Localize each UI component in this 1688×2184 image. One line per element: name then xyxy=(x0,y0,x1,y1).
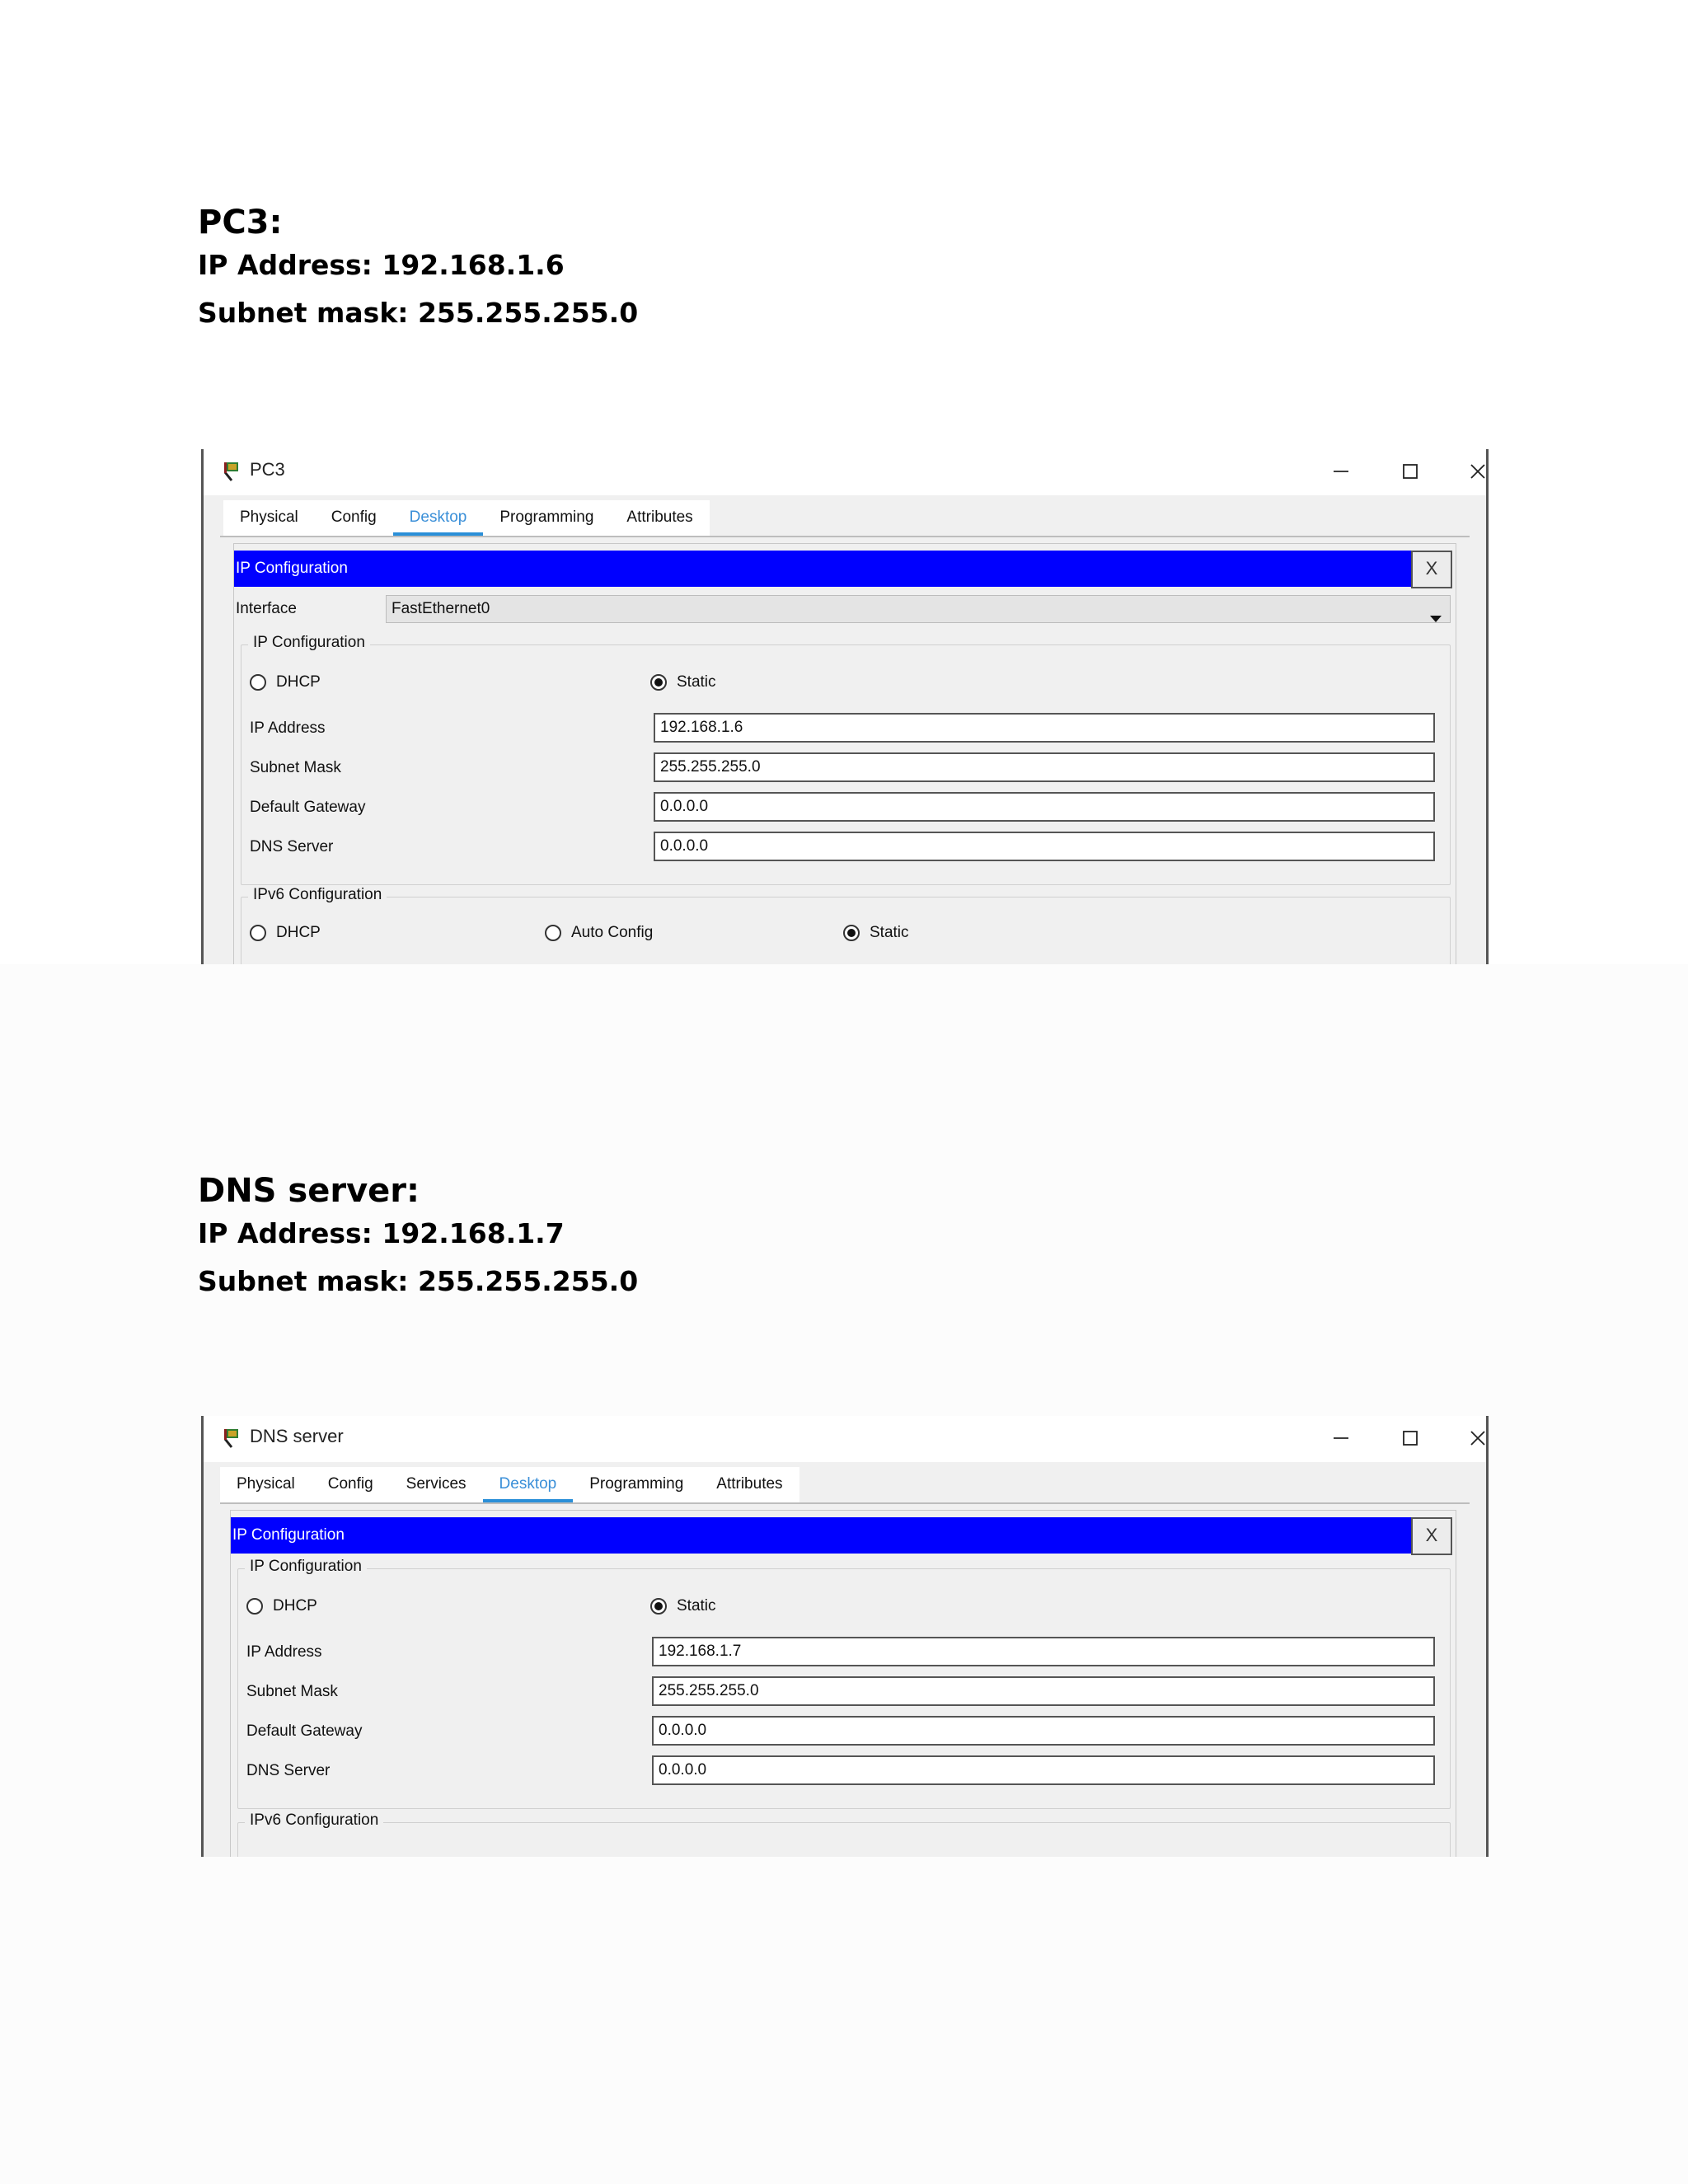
default-gateway-label: Default Gateway xyxy=(250,799,366,816)
window-titlebar xyxy=(204,1416,1486,1462)
close-window-button[interactable] xyxy=(1453,1419,1489,1459)
pc3-section xyxy=(198,202,638,330)
subnet-mask-line: Subnet mask: 255.255.255.0 xyxy=(198,297,639,329)
ip-configuration-close-button[interactable]: X xyxy=(1411,551,1452,588)
section-heading: PC3: xyxy=(198,204,283,241)
server-app-icon xyxy=(222,1427,243,1449)
ip-address-input[interactable]: 192.168.1.7 xyxy=(652,1637,1435,1666)
ipv6-dhcp-label: DHCP xyxy=(276,924,321,941)
subnet-mask-input[interactable]: 255.255.255.0 xyxy=(654,752,1435,782)
ip-configuration-header: IP Configuration xyxy=(231,1517,1413,1554)
ip-address-line: IP Address: 192.168.1.7 xyxy=(198,1217,565,1249)
interface-value: FastEthernet0 xyxy=(392,600,490,617)
ipv6-group-label: IPv6 Configuration xyxy=(245,1811,383,1830)
tab-attributes[interactable]: Attributes xyxy=(716,1475,783,1493)
dhcp-radio[interactable] xyxy=(250,673,321,691)
tab-config[interactable]: Config xyxy=(327,1475,373,1493)
subnet-mask-line: Subnet mask: 255.255.255.0 xyxy=(198,1265,639,1297)
subnet-mask-label: Subnet Mask xyxy=(246,1683,338,1700)
static-radio[interactable] xyxy=(650,1597,716,1615)
radio-off-icon xyxy=(545,925,561,941)
default-gateway-label: Default Gateway xyxy=(246,1722,363,1740)
ipv4-group-label: IP Configuration xyxy=(248,634,370,652)
radio-off-icon xyxy=(250,925,266,941)
window-title: DNS server xyxy=(250,1426,344,1446)
minimize-button[interactable] xyxy=(1316,452,1366,492)
tab-bar xyxy=(220,1467,799,1503)
dhcp-label: DHCP xyxy=(273,1597,317,1615)
pc3-window xyxy=(201,449,1489,964)
tab-physical[interactable]: Physical xyxy=(240,509,298,526)
dhcp-radio[interactable] xyxy=(246,1597,317,1615)
tab-desktop[interactable]: Desktop xyxy=(483,1467,574,1503)
tab-services[interactable]: Services xyxy=(406,1475,467,1493)
ipv6-config-group xyxy=(237,1811,1451,1857)
radio-off-icon xyxy=(250,674,266,691)
dns-server-section xyxy=(198,1170,638,1299)
static-label: Static xyxy=(677,673,716,691)
dhcp-label: DHCP xyxy=(276,673,321,691)
tab-programming[interactable]: Programming xyxy=(499,509,594,526)
subnet-mask-input[interactable]: 255.255.255.0 xyxy=(652,1676,1435,1706)
tab-bar xyxy=(223,500,710,537)
dns-server-label: DNS Server xyxy=(246,1762,331,1779)
tab-attributes[interactable]: Attributes xyxy=(626,509,693,526)
dropdown-arrow-icon xyxy=(1430,606,1442,632)
tab-physical[interactable]: Physical xyxy=(237,1475,295,1493)
ipv6-auto-config-radio[interactable] xyxy=(545,924,653,942)
ipv6-config-group xyxy=(241,886,1451,964)
ip-configuration-close-button[interactable]: X xyxy=(1411,1517,1452,1555)
ip-configuration-panel xyxy=(230,1510,1456,1857)
ip-address-label: IP Address xyxy=(250,719,326,737)
dns-server-label: DNS Server xyxy=(250,838,334,855)
tab-desktop[interactable]: Desktop xyxy=(393,500,484,537)
section-heading: DNS server: xyxy=(198,1172,420,1210)
subnet-mask-label: Subnet Mask xyxy=(250,759,341,776)
ip-address-input[interactable]: 192.168.1.6 xyxy=(654,713,1435,743)
static-label: Static xyxy=(677,1597,716,1615)
window-titlebar xyxy=(204,449,1486,495)
close-window-button[interactable] xyxy=(1453,452,1489,492)
ipv4-group-label: IP Configuration xyxy=(245,1558,367,1576)
ipv6-static-label: Static xyxy=(870,924,909,941)
ipv6-static-radio[interactable] xyxy=(843,924,909,942)
tab-divider xyxy=(220,1502,1470,1504)
tab-divider xyxy=(220,536,1470,537)
minimize-button[interactable] xyxy=(1316,1419,1366,1459)
dns-server-input[interactable]: 0.0.0.0 xyxy=(652,1755,1435,1785)
ip-address-line: IP Address: 192.168.1.6 xyxy=(198,249,565,281)
default-gateway-input[interactable]: 0.0.0.0 xyxy=(652,1716,1435,1746)
dns-server-input[interactable]: 0.0.0.0 xyxy=(654,832,1435,861)
pc-app-icon xyxy=(222,461,243,482)
window-title: PC3 xyxy=(250,459,285,480)
radio-on-icon xyxy=(650,674,667,691)
default-gateway-input[interactable]: 0.0.0.0 xyxy=(654,792,1435,822)
ipv6-auto-config-label: Auto Config xyxy=(571,924,654,941)
radio-off-icon xyxy=(246,1598,263,1615)
interface-label: Interface xyxy=(236,600,297,617)
dns-server-window xyxy=(201,1416,1489,1857)
interface-select[interactable] xyxy=(386,595,1451,623)
ipv4-config-group xyxy=(237,1558,1451,1809)
static-radio[interactable] xyxy=(650,673,716,691)
ipv6-group-label: IPv6 Configuration xyxy=(248,886,387,904)
ip-address-label: IP Address xyxy=(246,1643,322,1661)
tab-programming[interactable]: Programming xyxy=(589,1475,684,1493)
maximize-button[interactable] xyxy=(1386,452,1435,492)
maximize-button[interactable] xyxy=(1386,1419,1435,1459)
radio-on-icon xyxy=(843,925,860,941)
tab-config[interactable]: Config xyxy=(331,509,377,526)
radio-on-icon xyxy=(650,1598,667,1615)
ipv6-dhcp-radio[interactable] xyxy=(250,924,321,942)
ip-configuration-header: IP Configuration xyxy=(234,551,1413,587)
ipv4-config-group xyxy=(241,634,1451,885)
ip-configuration-panel xyxy=(233,543,1456,964)
